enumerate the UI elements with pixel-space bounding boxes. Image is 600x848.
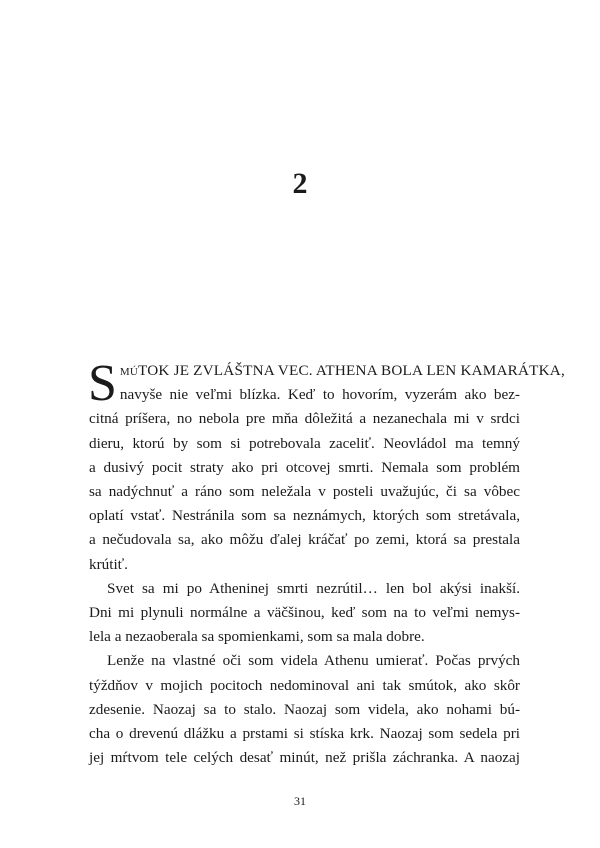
text-line: krútiť. [89, 555, 128, 573]
text-line: Svet sa mi po Atheninej smrti nezrútil… len bol akýsi inakší. [107, 579, 520, 597]
text-line: týždňov v mojich pocitoch nedominoval ani tak smútok, ako skôr [89, 676, 520, 694]
text-line: navyše nie veľmi blízka. Keď to hovorím, vyzerám ako bez- [119, 386, 520, 404]
text-line: oplatí vstať. Nestránila som sa neznámych, ktorých som stretávala, [89, 507, 520, 525]
text-line: a nečudovala sa, ako môžu ďalej kráčať po zemi, ktorá sa prestala [89, 531, 520, 549]
paragraph-1 [88, 355, 565, 577]
text-line: cha o drevenú dlážku a prstami si stíska krk. Naozaj som sedela pri [89, 725, 520, 743]
text-line: múTOK JE ZVLÁŠTNA VEC. ATHENA BOLA LEN KAMARÁTKA, [119, 362, 565, 379]
paragraph-3 [89, 649, 520, 770]
text-line: citná príšera, no nebola pre mňa dôležitá a nezanechala mi v srdci [89, 410, 520, 428]
text-line: jej mŕtvom tele celých desať minút, než prišla záchranka. A naozaj [89, 749, 520, 767]
text-line: sa nadýchnuť a ráno som neležala v posteli uvažujúc, či sa vôbec [89, 483, 520, 501]
drop-cap: S [88, 355, 117, 412]
text-line: Lenže na vlastné oči som videla Athenu umierať. Počas prvých [107, 652, 520, 670]
paragraph-2 [89, 577, 520, 650]
text-line: Dni mi plynuli normálne a väčšinou, keď som na to veľmi nemys- [89, 604, 520, 622]
chapter-body-text [88, 355, 565, 770]
page-number: 31 [294, 794, 306, 808]
text-line: a dusivý pocit straty ako pri otcovej smrti. Nemala som problém [89, 458, 520, 476]
text-line: lela a nezaoberala sa spomienkami, som sa mala dobre. [89, 628, 425, 646]
chapter-number: 2 [292, 167, 308, 200]
text-line: dieru, ktorú by som si potrebovala zaceliť. Neovládol ma temný [89, 434, 520, 452]
text-line: zdesenie. Naozaj sa to stalo. Naozaj som videla, ako nohami bú- [89, 700, 520, 718]
